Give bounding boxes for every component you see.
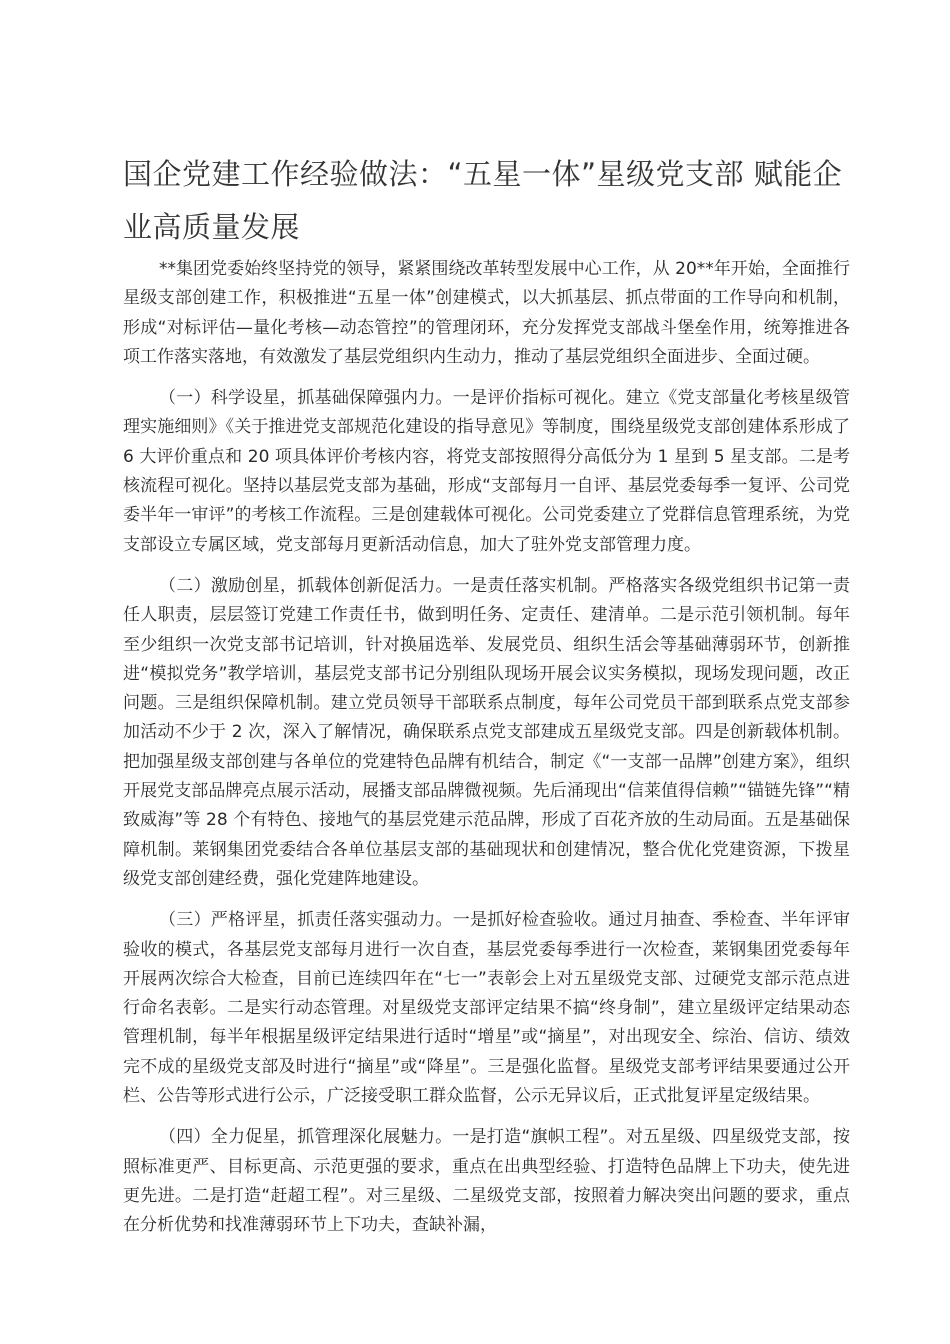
- document-body: [123, 255, 850, 1253]
- paragraph-section-2: （二）激励创星，抓载体创新促活力。一是责任落实机制。严格落实各级党组织书记第一责任人职责，层层签订党建工作责任书，做到明任务、定责任、建清单。二是示范引领机制。每年至少组织一次党支部书记培训，针对换届选举、发展党员、组织生活会等基础薄弱环节，创新推进“模拟党务”教学培训，基层党支部书记分别组队现场开展会议实务模拟，现场发现问题，改正问题。三是组织保障机制。建立党员领导干部联系点制度，每年公司党员干部到联系点党支部参加活动不少于 2 次，深入了解情况，确保联系点党支部建成五星级党支部。四是创新载体机制。把加强星级支部创建与各单位的党建特色品牌有机结合，制定《“一支部一品牌”创建方案》，组织开展党支部品牌亮点展示活动，展播支部品牌微视频。先后涌现出“信莱值得信赖”“锚链先锋”“精致威海”等 28 个有特色、接地气的基层党建示范品牌，形成了百花齐放的生动局面。五是基础保障机制。莱钢集团党委结合各单位基层支部的基础现状和创建情况，整合优化党建资源，下拨星级党支部创建经费，强化党建阵地建设。: [123, 575, 850, 889]
- paragraph-intro: **集团党委始终坚持党的领导，紧紧围绕改革转型发展中心工作，从 20**年开始，全面推行星级支部创建工作，积极推进“五星一体”创建模式，以大抓基层、抓点带面的工作导向和机制，形成“对标评估—量化考核—动态管控”的管理闭环，充分发挥党支部战斗堡垒作用，统筹推进各项工作落实落地，有效激发了基层党组织内生动力，推动了基层党组织全面进步、全面过硬。: [123, 259, 850, 367]
- paragraph-section-3: （三）严格评星，抓责任落实强动力。一是抓好检查验收。通过月抽查、季检查、半年评审验收的模式，各基层党支部每月进行一次自查，基层党委每季进行一次检查，莱钢集团党委每年开展两次综合大检查，目前已连续四年在“七一”表彰会上对五星级党支部、过硬党支部示范点进行命名表彰。二是实行动态管理。对星级党支部评定结果不搞“终身制”，建立星级评定结果动态管理机制，每半年根据星级评定结果进行适时“增星”或“摘星”，对出现安全、综治、信访、绩效完不成的星级党支部及时进行“摘星”或“降星”。三是强化监督。星级党支部考评结果要通过公开栏、公告等形式进行公示，广泛接受职工群众监督，公示无异议后，正式批复评星定级结果。: [123, 910, 850, 1107]
- document-title: 国企党建工作经验做法：“五星一体”星级党支部 赋能企业高质量发展: [123, 157, 843, 244]
- paragraph-section-1: （一）科学设星，抓基础保障强内力。一是评价指标可视化。建立《党支部量化考核星级管理实施细则》《关于推进党支部规范化建设的指导意见》等制度，围绕星级党支部创建体系形成了 6 大评价重点和 20 项具体评价考核内容，将党支部按照得分高低分为 1 星到 5 星支部。二是考核流程可视化。坚持以基层党支部为基础，形成“支部每月一自评、基层党委每季一复评、公司党委半年一审评”的考核工作流程。三是创建载体可视化。公司党委建立了党群信息管理系统，为党支部设立专属区域，党支部每月更新活动信息，加大了驻外党支部管理力度。: [123, 388, 850, 555]
- paragraph-section-4: （四）全力促星，抓管理深化展魅力。一是打造“旗帜工程”。对五星级、四星级党支部，按照标准更严、目标更高、示范更强的要求，重点在出典型经验、打造特色品牌上下功夫，使先进更先进。二是打造“赶超工程”。对三星级、二星级党支部，按照着力解决突出问题的要求，重点在分析优势和找准薄弱环节上下功夫，查缺补漏，: [123, 1127, 850, 1236]
